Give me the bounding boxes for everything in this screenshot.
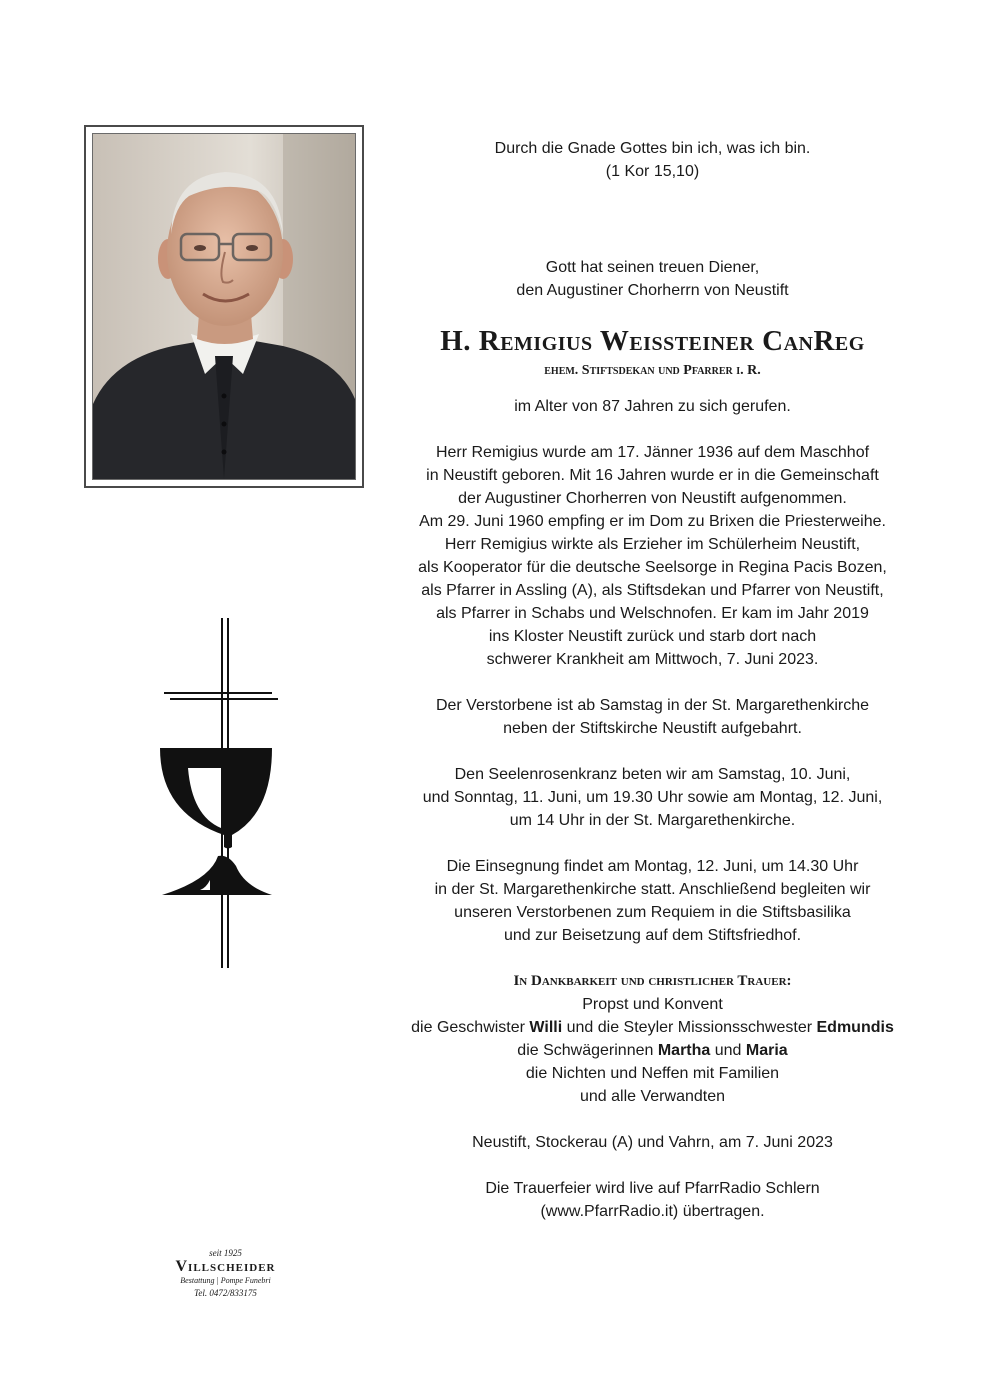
funeral-info	[400, 855, 905, 947]
cross-chalice-icon	[158, 618, 278, 968]
biography-line: als Pfarrer in Schabs und Welschnofen. Er kam im Jahr 2019	[436, 605, 869, 622]
biography-line: ins Kloster Neustift zurück und starb dort nach	[488, 628, 817, 645]
funeral-line: in der St. Margarethenkirche statt. Anschließend begleiten wir	[434, 881, 871, 898]
mourners-text: und	[710, 1042, 746, 1059]
mourner-name: Willi	[529, 1019, 563, 1036]
mourners-line	[400, 1039, 905, 1062]
place-date: Neustift, Stockerau (A) und Vahrn, am 7. Juni 2023	[472, 1134, 833, 1151]
biography-line: in Neustift geboren. Mit 16 Jahren wurde er in die Gemeinschaft	[426, 467, 879, 484]
deceased-name: H. Remigius Weissteiner CanReg	[440, 325, 865, 357]
biography-line: der Augustiner Chorherren von Neustift aufgenommen.	[458, 490, 847, 507]
mourners-text: die Schwägerinnen	[517, 1042, 658, 1059]
biography-line: Herr Remigius wurde am 17. Jänner 1936 auf dem Maschhof	[435, 444, 870, 461]
biography-line: als Pfarrer in Assling (A), als Stiftsdekan und Pfarrer von Neustift,	[421, 582, 884, 599]
undertaker-logo	[158, 1248, 293, 1300]
mourners-heading: In Dankbarkeit und christlicher Trauer:	[513, 973, 792, 989]
funeral-line: und zur Beisetzung auf dem Stiftsfriedhof.	[503, 927, 802, 944]
undertaker-phone: Tel. 0472/833175	[194, 1288, 257, 1298]
mourner-name: Maria	[745, 1042, 788, 1059]
mourners	[400, 970, 905, 1108]
biography-line: Herr Remigius wirkte als Erzieher im Schülerheim Neustift,	[444, 536, 861, 553]
rosary-line: und Sonntag, 11. Juni, um 19.30 Uhr sowie am Montag, 12. Juni,	[422, 789, 883, 806]
lying-in-state-line: neben der Stiftskirche Neustift aufgebahrt.	[503, 720, 802, 737]
deceased-title: ehem. Stiftsdekan und Pfarrer i. R.	[544, 363, 761, 378]
rosary-line: Den Seelenrosenkranz beten wir am Samstag, 10. Juni,	[454, 766, 851, 783]
biography-line: als Kooperator für die deutsche Seelsorge in Regina Pacis Bozen,	[418, 559, 887, 576]
obituary-text	[400, 137, 905, 1223]
undertaker-since: seit 1925	[209, 1248, 242, 1258]
broadcast-line: Die Trauerfeier wird live auf PfarrRadio Schlern	[485, 1180, 820, 1197]
quote-text: Durch die Gnade Gottes bin ich, was ich bin.	[494, 140, 811, 157]
intro-line-1: Gott hat seinen treuen Diener,	[545, 259, 760, 276]
mourners-line: und alle Verwandten	[580, 1088, 725, 1105]
lying-in-state-line: Der Verstorbene ist ab Samstag in der St. Margarethenkirche	[435, 697, 870, 714]
broadcast-line: (www.PfarrRadio.it) übertragen.	[540, 1203, 765, 1220]
funeral-line: unseren Verstorbenen zum Requiem in die Stiftsbasilika	[454, 904, 851, 921]
rosary-info	[400, 763, 905, 832]
intro-line-2: den Augustiner Chorherrn von Neustift	[516, 282, 789, 299]
quote-reference: (1 Kor 15,10)	[605, 163, 700, 180]
mourners-line: Propst und Konvent	[582, 996, 723, 1013]
undertaker-tagline: Bestattung | Pompe Funebri	[180, 1276, 271, 1285]
intro	[400, 256, 905, 302]
mourners-line	[400, 1016, 905, 1039]
mourners-line: die Nichten und Neffen mit Familien	[525, 1065, 780, 1082]
mourners-text: die Geschwister	[411, 1019, 530, 1036]
portrait-photo	[92, 133, 356, 480]
funeral-line: Die Einsegnung findet am Montag, 12. Juni, um 14.30 Uhr	[446, 858, 859, 875]
mourners-text: und die Steyler Missionsschwester	[562, 1019, 817, 1036]
broadcast-info	[400, 1177, 905, 1223]
rosary-line: um 14 Uhr in der St. Margarethenkirche.	[509, 812, 796, 829]
age-line: im Alter von 87 Jahren zu sich gerufen.	[514, 398, 791, 415]
mourner-name: Martha	[657, 1042, 711, 1059]
portrait-frame	[84, 125, 364, 488]
biography-line: Am 29. Juni 1960 empfing er im Dom zu Brixen die Priesterweihe.	[419, 513, 886, 530]
bible-quote	[400, 137, 905, 183]
biography-line: schwerer Krankheit am Mittwoch, 7. Juni 2023.	[486, 651, 819, 668]
lying-in-state	[400, 694, 905, 740]
biography	[400, 441, 905, 671]
undertaker-name: Villscheider	[175, 1258, 276, 1275]
portrait-image	[93, 134, 355, 479]
mourner-name: Edmundis	[816, 1019, 894, 1036]
